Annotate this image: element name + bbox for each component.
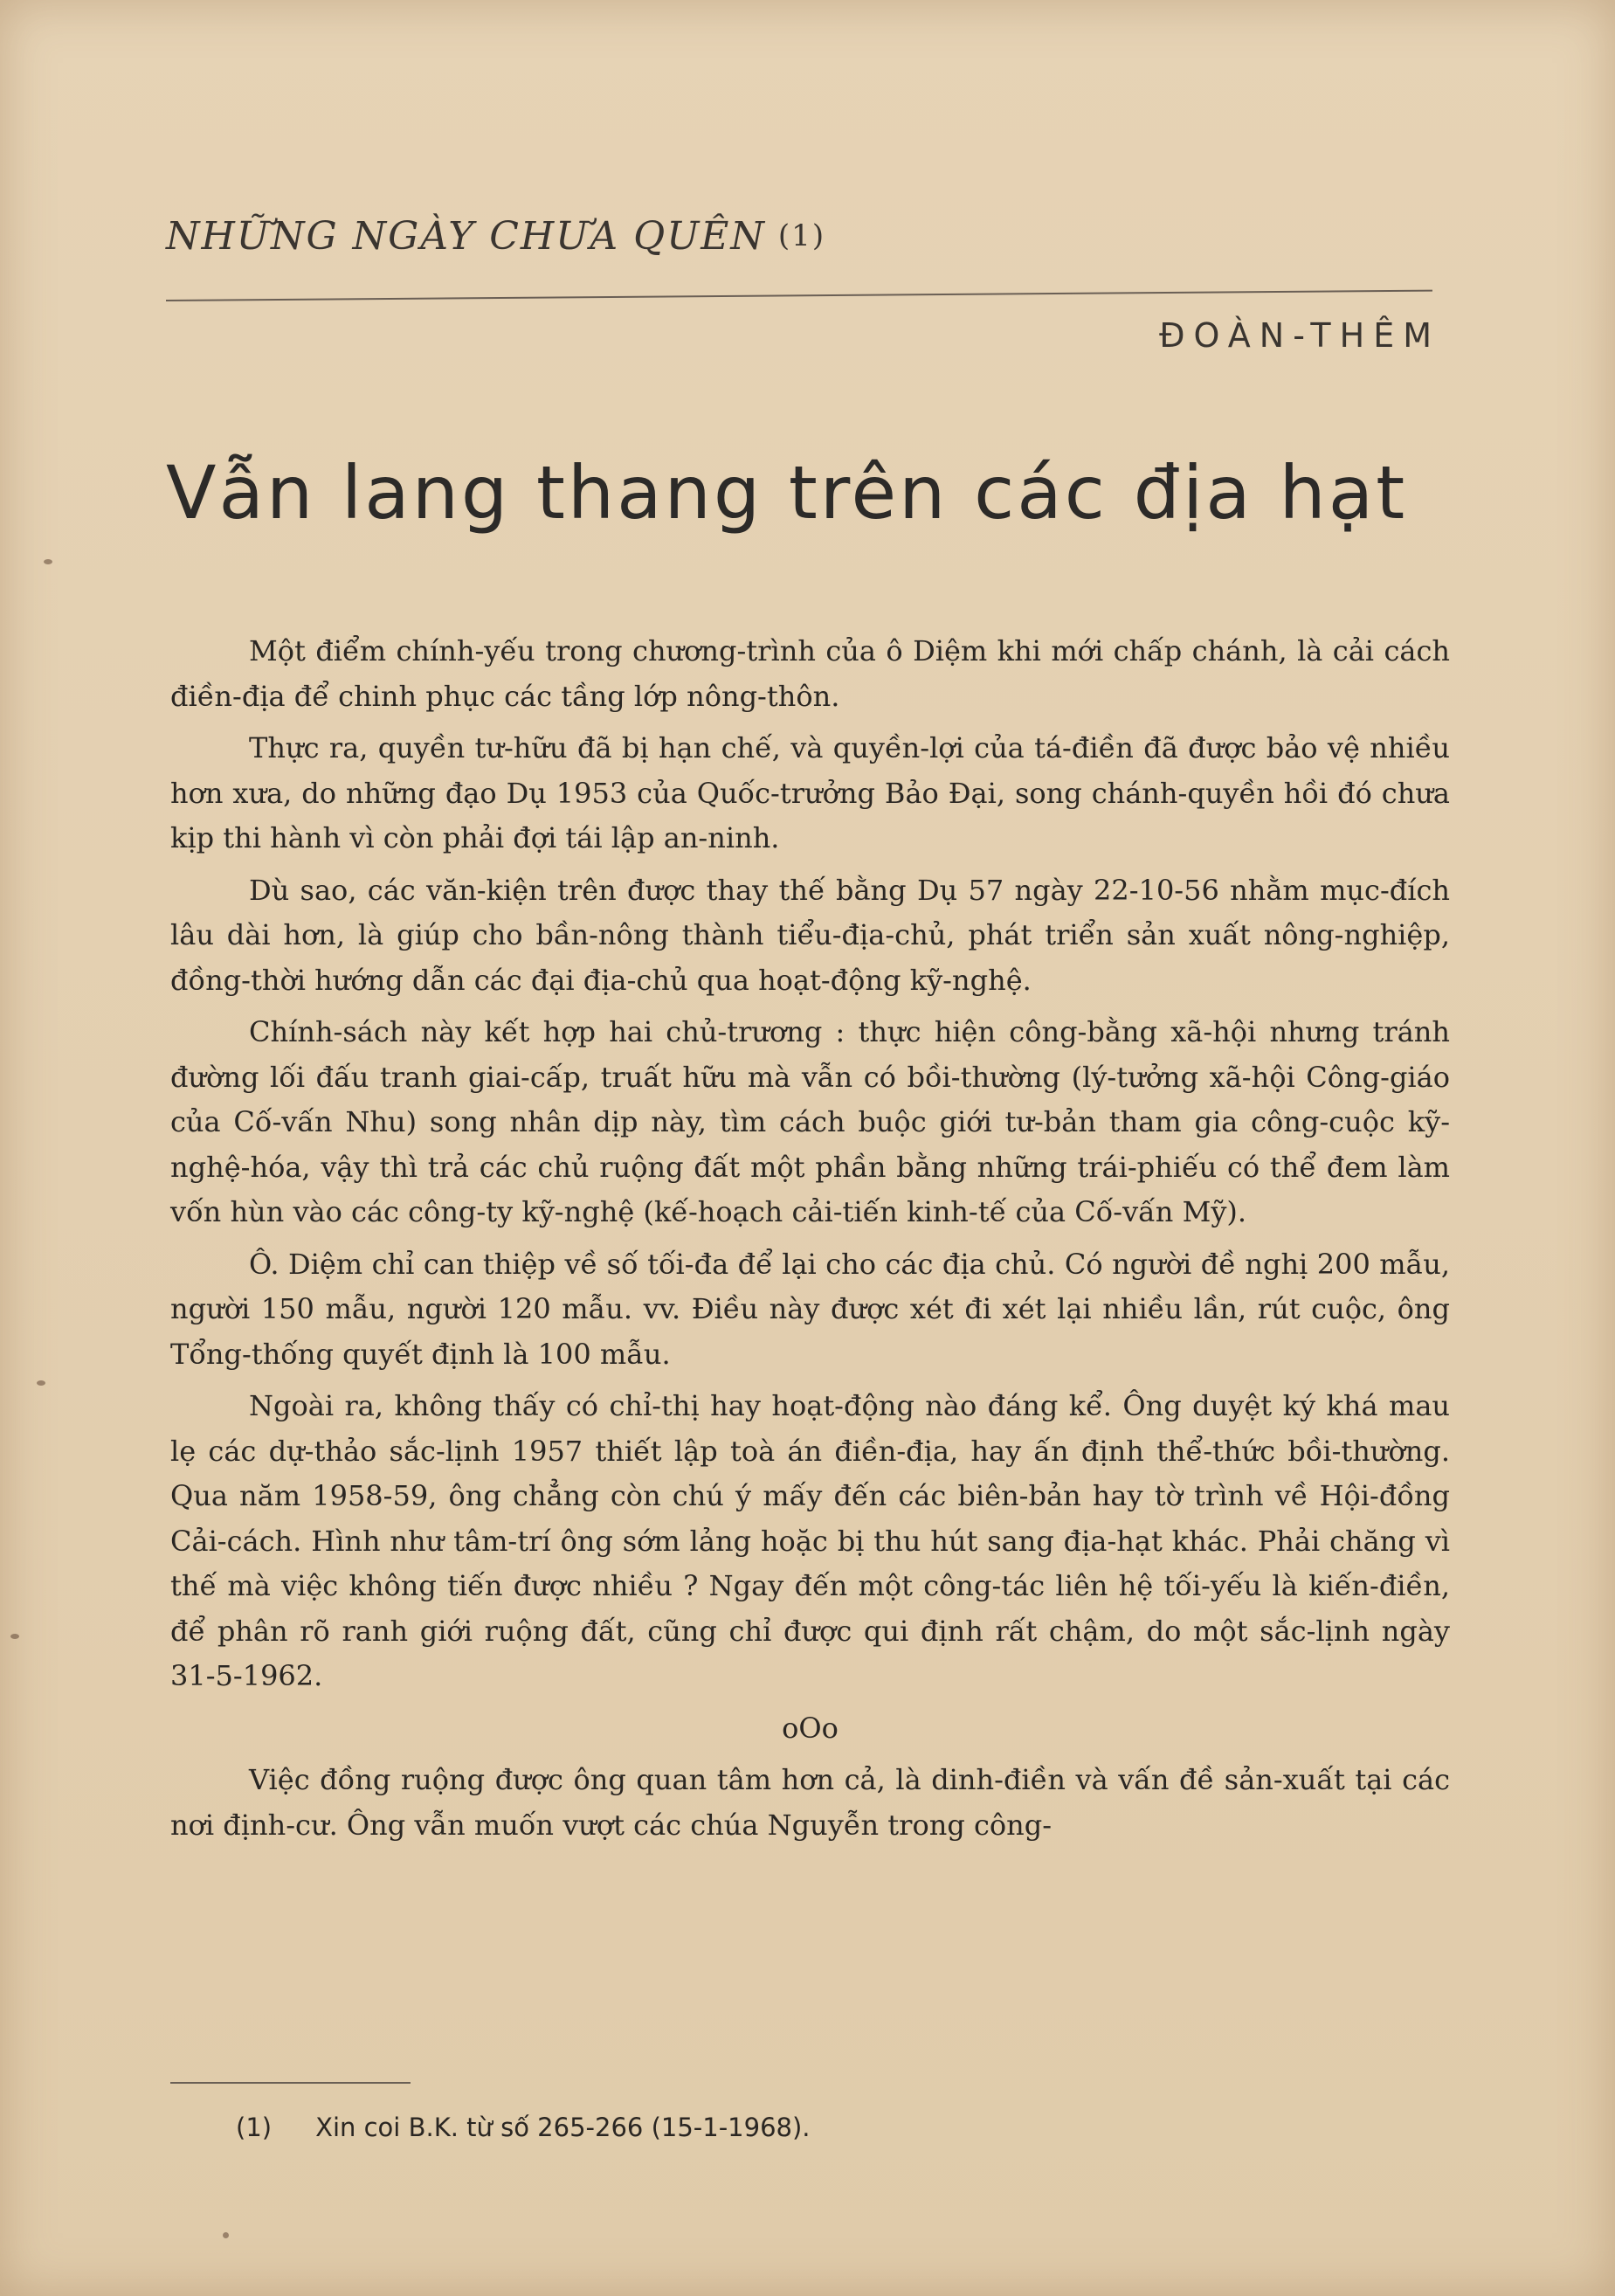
section-separator: oOo xyxy=(782,1711,839,1745)
footnote-text: Xin coi B.K. từ số 265-266 (15-1-1968). xyxy=(315,2113,811,2142)
paper-speck xyxy=(37,1380,45,1386)
paragraph-4: Chính-sách này kết hợp hai chủ-trương : thực hiện công-bằng xã-hội nhưng tránh đường lối đấu tranh giai-cấp, truất hữu mà vẫn có bồi-thường (lý-tưởng xã-hội Công-giáo của Cố-vấn Nhu) song nhân dịp này, tìm cách buộc giới tư-bản tham gia công-cuộc kỹ-nghệ-hóa, vậy thì trả các chủ ruộng đất một phần bằng những trái-phiếu có thể đem làm vốn hùn vào các công-ty kỹ-nghệ (kế-hoạch cải-tiến kinh-tế của Cố-vấn Mỹ). xyxy=(170,1015,1450,1228)
paper-speck xyxy=(223,2232,229,2238)
footnote-mark: (1) xyxy=(236,2113,273,2142)
paragraph-1: Một điểm chính-yếu trong chương-trình của ô Diệm khi mới chấp chánh, là cải cách điền-địa để chinh phục các tầng lớp nông-thôn. xyxy=(170,634,1450,713)
series-title xyxy=(166,214,825,259)
paragraph-3: Dù sao, các văn-kiện trên được thay thế bằng Dụ 57 ngày 22-10-56 nhằm mục-đích lâu dài hơn, là giúp cho bần-nông thành tiểu-địa-chủ, phát triển sản xuất nông-nghiệp, đồng-thời hướng dẫn các đại địa-chủ qua hoạt-động kỹ-nghệ. xyxy=(170,873,1450,997)
footnote xyxy=(236,2113,811,2142)
article-title: Vẫn lang thang trên các địa hạt xyxy=(166,450,1408,536)
series-title-text: NHỮNG NGÀY CHƯA QUÊN xyxy=(166,214,766,259)
paragraph-2: Thực ra, quyền tư-hữu đã bị hạn chế, và quyền-lợi của tá-điền đã được bảo vệ nhiều hơn xưa, do những đạo Dụ 1953 của Quốc-trưởng Bảo Đại, song chánh-quyền hồi đó chưa kịp thi hành vì còn phải đợi tái lập an-ninh. xyxy=(170,731,1450,854)
paragraph-5: Ô. Diệm chỉ can thiệp về số tối-đa để lại cho các địa chủ. Có người đề nghị 200 mẫu, người 150 mẫu, người 120 mẫu. vv. Điều này được xét đi xét lại nhiều lần, rút cuộc, ông Tổng-thống quyết định là 100 mẫu. xyxy=(170,1247,1450,1371)
paper-speck xyxy=(44,559,52,564)
footnote-rule xyxy=(170,2082,411,2084)
author-name: ĐOÀN-THÊM xyxy=(1159,316,1440,355)
paper-speck xyxy=(10,1634,19,1639)
series-footnote-ref: (1) xyxy=(777,218,826,253)
paragraph-7: Việc đồng ruộng được ông quan tâm hơn cả, là dinh-điền và vấn đề sản-xuất tại các nơi định-cư. Ông vẫn muốn vượt các chúa Nguyễn trong công- xyxy=(170,1763,1450,1842)
paragraph-6: Ngoài ra, không thấy có chỉ-thị hay hoạt-động nào đáng kể. Ông duyệt ký khá mau lẹ các dự-thảo sắc-lịnh 1957 thiết lập toà án điền-địa, hay ấn định thể-thức bồi-thường. Qua năm 1958-59, ông chẳng còn chú ý mấy đến các biên-bản hay tờ trình về Hội-đồng Cải-cách. Hình như tâm-trí ông sớm lảng hoặc bị thu hút sang địa-hạt khác. Phải chăng vì thế mà việc không tiến được nhiều ? Ngay đến một công-tác liên hệ tối-yếu là kiến-điền, để phân rõ ranh giới ruộng đất, cũng chỉ được qui định rất chậm, do một sắc-lịnh ngày 31-5-1962. xyxy=(170,1389,1450,1692)
header-rule xyxy=(166,290,1432,301)
article-body xyxy=(170,629,1450,1855)
